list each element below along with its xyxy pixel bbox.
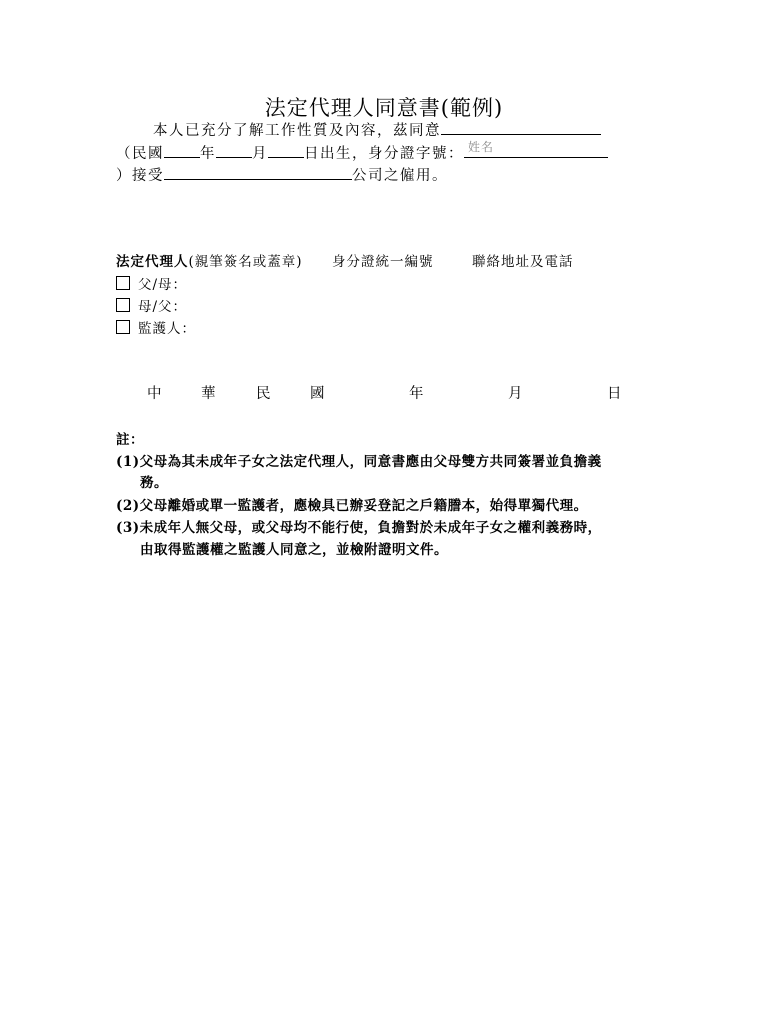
document-title: 法定代理人同意書(範例) xyxy=(264,96,504,120)
checkbox-icon[interactable] xyxy=(116,276,130,290)
option-label: 母/父： xyxy=(138,299,188,315)
year-label: 年 xyxy=(200,146,216,162)
checkbox-icon[interactable] xyxy=(116,298,130,312)
date-char-2: 華 xyxy=(201,386,216,402)
consent-text-1: 本人已充分了解工作性質及內容，茲同意 xyxy=(153,123,441,139)
birth-day-blank[interactable] xyxy=(268,141,304,158)
month-label: 月 xyxy=(252,146,268,162)
date-year-label: 年 xyxy=(409,386,424,402)
signature-header xyxy=(116,250,574,270)
note-1-line-2: 務。 xyxy=(140,475,168,491)
date-char-4: 國 xyxy=(310,386,325,402)
id-number-blank[interactable] xyxy=(464,141,608,158)
notes-heading: 註： xyxy=(116,432,144,448)
option-label: 監護人： xyxy=(138,321,196,337)
option-father-mother[interactable] xyxy=(116,273,187,293)
agree-name-blank[interactable] xyxy=(441,118,601,135)
consent-line-2 xyxy=(116,141,608,164)
id-number-column: 身分證統一編號 xyxy=(332,254,434,270)
date-char-1: 中 xyxy=(147,386,162,402)
option-label: 父/母： xyxy=(138,277,188,293)
consent-line-3 xyxy=(116,163,448,186)
date-month-label: 月 xyxy=(508,386,523,402)
date-char-3: 民 xyxy=(256,386,271,402)
date-day-label: 日 xyxy=(607,386,622,402)
name-placeholder: 姓名 xyxy=(468,140,495,154)
accept-prefix: ）接受 xyxy=(116,168,164,184)
consent-line-1 xyxy=(153,118,601,141)
birth-id-label: 日出生，身分證字號： xyxy=(304,146,464,162)
roc-prefix: （民國 xyxy=(116,146,164,162)
note-1-line-1: (1)父母為其未成年子女之法定代理人，同意書應由父母雙方共同簽署並負擔義 xyxy=(116,454,602,470)
note-2: (2)父母離婚或單一監護者，應檢具已辦妥登記之戶籍謄本，始得單獨代理。 xyxy=(116,498,588,514)
note-3-line-1: (3)未成年人無父母，或父母均不能行使，負擔對於未成年子女之權利義務時， xyxy=(116,520,602,536)
guardian-label: 法定代理人 xyxy=(116,254,189,270)
signature-hint: (親筆簽名或蓋章) xyxy=(188,254,303,270)
option-mother-father[interactable] xyxy=(116,295,187,315)
employment-suffix: 公司之僱用。 xyxy=(352,168,448,184)
checkbox-icon[interactable] xyxy=(116,320,130,334)
birth-year-blank[interactable] xyxy=(164,141,200,158)
company-name-blank[interactable] xyxy=(164,163,352,180)
contact-column: 聯絡地址及電話 xyxy=(472,254,574,270)
option-guardian[interactable] xyxy=(116,317,196,337)
note-3-line-2: 由取得監護權之監護人同意之，並檢附證明文件。 xyxy=(140,542,448,558)
birth-month-blank[interactable] xyxy=(216,141,252,158)
